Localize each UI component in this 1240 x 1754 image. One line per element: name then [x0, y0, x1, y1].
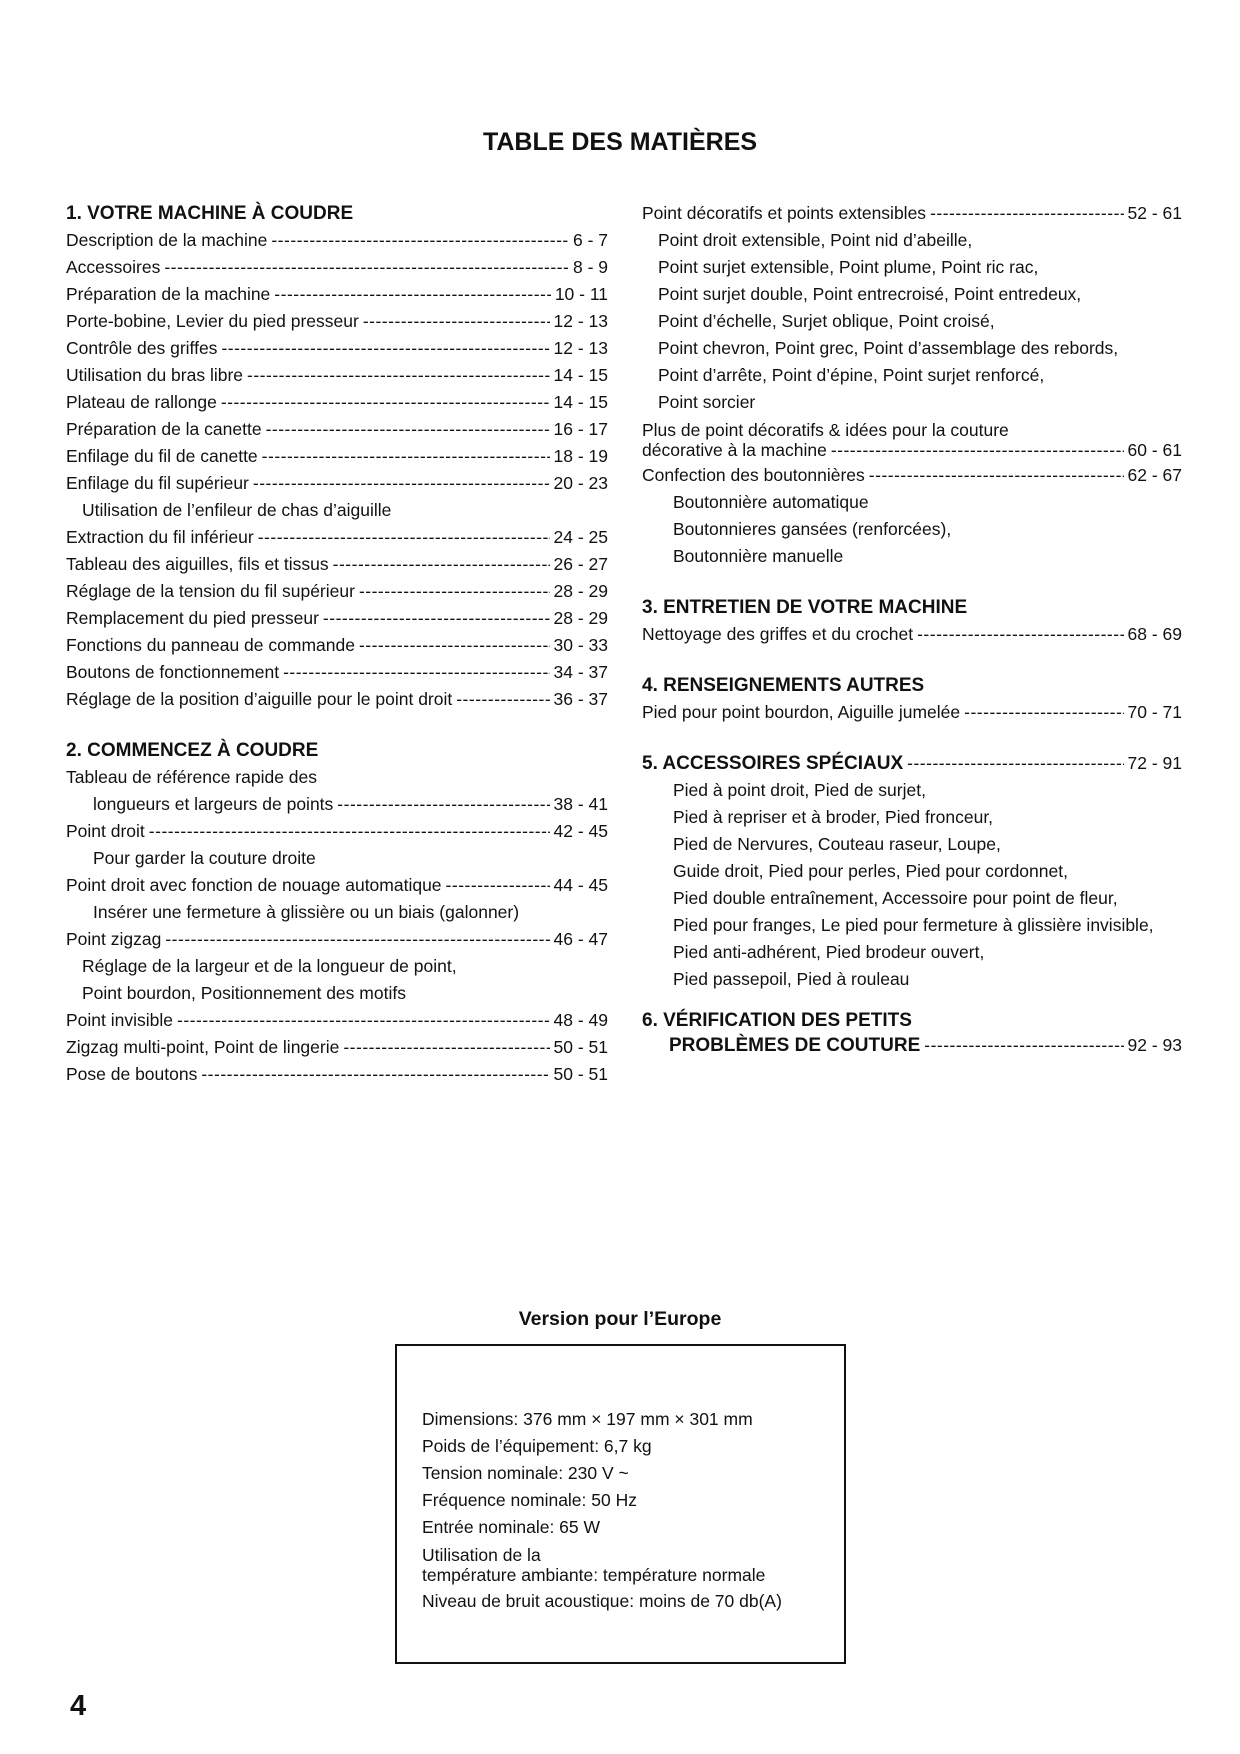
toc-entry [66, 551, 608, 578]
leader-dots [343, 1034, 549, 1061]
toc-entry-label: Préparation de la machine [66, 284, 271, 304]
leader-dots [258, 524, 550, 551]
toc-subentry: Réglage de la largeur et de la longueur de point, [82, 956, 457, 976]
toc-entry [66, 443, 608, 470]
toc-entry-pages: 30 - 33 [553, 635, 608, 655]
leader-dots [964, 699, 1123, 726]
leader-dots [359, 578, 550, 605]
toc-entry-pages: 92 - 93 [1127, 1035, 1182, 1055]
leader-dots [149, 818, 550, 845]
leader-dots [177, 1007, 550, 1034]
toc-entry-label: Enfilage du fil supérieur [66, 473, 249, 493]
leader-dots [247, 362, 549, 389]
section-commencez [66, 737, 608, 1088]
leader-dots [221, 335, 549, 362]
toc-subentry: Pied anti-adhérent, Pied brodeur ouvert, [673, 942, 985, 962]
toc-subentry: Pied passepoil, Pied à rouleau [673, 969, 910, 989]
toc-entry-pages: 14 - 15 [553, 392, 608, 412]
section-title: 6. VÉRIFICATION DES PETITS [642, 1010, 912, 1031]
leader-dots [446, 872, 550, 899]
toc-subentry: Point d’arrête, Point d’épine, Point surjet renforcé, [658, 365, 1045, 385]
toc-entry-label: Enfilage du fil de canette [66, 446, 258, 466]
leader-dots [359, 632, 550, 659]
page-title: TABLE DES MATIÈRES [482, 128, 758, 156]
section-title: 3. ENTRETIEN DE VOTRE MACHINE [642, 597, 968, 618]
toc-entry-pages: 20 - 23 [553, 473, 608, 493]
toc-entry-pages: 68 - 69 [1127, 624, 1182, 644]
spec-item-line: température ambiante: température normale [422, 1565, 766, 1585]
toc-entry-text: Plus de point décoratifs & idées pour la couture [642, 420, 1009, 440]
leader-dots [201, 1061, 549, 1088]
toc-entry [66, 686, 608, 713]
spec-item [422, 1541, 782, 1588]
toc-entry [66, 1034, 608, 1061]
spec-item: Tension nominale: 230 V ~ [422, 1463, 629, 1483]
toc-entry-pages: 72 - 91 [1127, 753, 1182, 773]
toc-entry-pages: 62 - 67 [1127, 465, 1182, 485]
toc-entry-pages: 10 - 11 [554, 284, 608, 304]
toc-entry-label: Accessoires [66, 257, 161, 277]
toc-entry-label: Tableau des aiguilles, fils et tissus [66, 554, 329, 574]
toc-entry [66, 335, 608, 362]
toc-entry [66, 872, 608, 899]
spec-item: Dimensions: 376 mm × 197 mm × 301 mm [422, 1409, 753, 1429]
toc-subentry: Boutonnière automatique [673, 492, 869, 512]
toc-subentry: Guide droit, Pied pour perles, Pied pour cordonnet, [673, 861, 1068, 881]
toc-entry-pages: 18 - 19 [553, 446, 608, 466]
toc-right-column [642, 200, 1182, 1057]
section-title: 1. VOTRE MACHINE À COUDRE [66, 203, 354, 224]
toc-entry [642, 750, 1182, 777]
toc-entry [66, 524, 608, 551]
toc-entry-label: Point droit [66, 821, 145, 841]
leader-dots [917, 621, 1123, 648]
toc-entry [66, 470, 608, 497]
toc-entry-label: Point droit avec fonction de nouage automatique [66, 875, 442, 895]
toc-entry-label: Remplacement du pied presseur [66, 608, 319, 628]
section-title: PROBLÈMES DE COUTURE [669, 1035, 921, 1056]
leader-dots [363, 308, 550, 335]
toc-subentry: Pied de Nervures, Couteau raseur, Loupe, [673, 834, 1001, 854]
toc-entry [642, 440, 1182, 460]
section-renseignements [642, 672, 1182, 726]
toc-entry-label: Confection des boutonnières [642, 465, 865, 485]
page-number: 4 [70, 1690, 87, 1722]
toc-subentry: Point surjet double, Point entrecroisé, Point entredeux, [658, 284, 1082, 304]
toc-entry-label: Plateau de rallonge [66, 392, 217, 412]
toc-subentry: Insérer une fermeture à glissière ou un biais (galonner) [93, 902, 520, 922]
toc-entry-label: Réglage de la tension du fil supérieur [66, 581, 355, 601]
toc-entry [66, 416, 608, 443]
toc-entry-pages: 50 - 51 [553, 1037, 608, 1057]
toc-entry-pages: 42 - 45 [553, 821, 608, 841]
toc-subentry: Pied pour franges, Le pied pour fermeture à glissière invisible, [673, 915, 1154, 935]
toc-entry-label: Pied pour point bourdon, Aiguille jumelée [642, 702, 961, 722]
spec-item: Entrée nominale: 65 W [422, 1517, 601, 1537]
toc-entry [66, 389, 608, 416]
toc-entry-pages: 60 - 61 [1127, 440, 1182, 460]
leader-dots [337, 791, 549, 818]
toc-subentry: Utilisation de l’enfileur de chas d’aiguille [82, 500, 392, 520]
toc-entry [66, 926, 608, 953]
toc-entry-label: Contrôle des griffes [66, 338, 218, 358]
toc-entry [642, 200, 1182, 227]
toc-subentry: Point droit extensible, Point nid d’abeille, [658, 230, 973, 250]
leader-dots [456, 686, 549, 713]
section-verification [642, 1009, 1182, 1057]
toc-entry-label: Extraction du fil inférieur [66, 527, 254, 547]
toc-entry-pages: 52 - 61 [1127, 203, 1182, 223]
toc-entry-label: Fonctions du panneau de commande [66, 635, 355, 655]
toc-entry-pages: 46 - 47 [553, 929, 608, 949]
leader-dots [266, 416, 550, 443]
toc-entry-pages: 6 - 7 [572, 230, 608, 250]
toc-entry-pages: 28 - 29 [553, 581, 608, 601]
section-title: 2. COMMENCEZ À COUDRE [66, 740, 319, 761]
toc-entry [66, 632, 608, 659]
toc-entry-label: décorative à la machine [642, 440, 827, 460]
leader-dots [907, 750, 1123, 777]
leader-dots [253, 470, 550, 497]
leader-dots [924, 1033, 1123, 1057]
toc-entry-pages: 38 - 41 [553, 794, 608, 814]
toc-entry [642, 1033, 1182, 1057]
toc-entry [66, 1007, 608, 1034]
toc-subentry: Pied à point droit, Pied de surjet, [673, 780, 926, 800]
spec-box [395, 1344, 846, 1664]
leader-dots [323, 605, 550, 632]
toc-entry-label: longueurs et largeurs de points [93, 794, 334, 814]
toc-entry-pages: 50 - 51 [553, 1064, 608, 1084]
toc-subentry: Point chevron, Point grec, Point d’assemblage des rebords, [658, 338, 1119, 358]
leader-dots [274, 281, 551, 308]
toc-entry-pages: 12 - 13 [553, 338, 608, 358]
toc-entry-pages: 12 - 13 [553, 311, 608, 331]
toc-subentry: Boutonnière manuelle [673, 546, 844, 566]
toc-entry-pages: 8 - 9 [572, 257, 608, 277]
toc-entry-pages: 28 - 29 [553, 608, 608, 628]
leader-dots [165, 926, 549, 953]
toc-entry-pages: 16 - 17 [553, 419, 608, 439]
section-votre-machine [66, 200, 608, 713]
toc-entry-label: Porte-bobine, Levier du pied presseur [66, 311, 359, 331]
spec-item: Fréquence nominale: 50 Hz [422, 1490, 637, 1510]
section-accessoires-speciaux [642, 750, 1182, 993]
leader-dots [930, 200, 1123, 227]
toc-subentry: Pied double entraînement, Accessoire pour point de fleur, [673, 888, 1118, 908]
leader-dots [271, 227, 569, 254]
version-title: Version pour l’Europe [518, 1308, 722, 1330]
spec-item: Poids de l’équipement: 6,7 kg [422, 1436, 652, 1456]
toc-entry [66, 791, 608, 818]
toc-entry-pages: 34 - 37 [553, 662, 608, 682]
leader-dots [831, 440, 1124, 460]
toc-entry-label: Pose de boutons [66, 1064, 198, 1084]
toc-entry [66, 605, 608, 632]
toc-entry-label: Point décoratifs et points extensibles [642, 203, 927, 223]
toc-entry [66, 578, 608, 605]
leader-dots [333, 551, 550, 578]
toc-entry [642, 621, 1182, 648]
toc-entry-pages: 70 - 71 [1127, 702, 1182, 722]
toc-entry [642, 699, 1182, 726]
spec-list [422, 1406, 782, 1615]
toc-entry [66, 227, 608, 254]
toc-entry-pages: 24 - 25 [553, 527, 608, 547]
toc-entry [66, 362, 608, 389]
leader-dots [164, 254, 569, 281]
leader-dots [869, 462, 1124, 489]
spec-item-line: Utilisation de la [422, 1545, 541, 1565]
toc-entry-label: Description de la machine [66, 230, 268, 250]
leader-dots [221, 389, 550, 416]
toc-subentry: Pour garder la couture droite [93, 848, 316, 868]
toc-entry-label: Nettoyage des griffes et du crochet [642, 624, 914, 644]
toc-entry-label: Point zigzag [66, 929, 162, 949]
toc-subentry: Point bourdon, Positionnement des motifs [82, 983, 406, 1003]
toc-entry [66, 308, 608, 335]
toc-subentry: Pied à repriser et à broder, Pied fronceur, [673, 807, 994, 827]
toc-subentry: Point d’échelle, Surjet oblique, Point croisé, [658, 311, 995, 331]
leader-dots [262, 443, 550, 470]
leader-dots [283, 659, 549, 686]
toc-subentry: Point sorcier [658, 392, 756, 412]
toc-subentry: Point surjet extensible, Point plume, Point ric rac, [658, 257, 1039, 277]
toc-entry [66, 281, 608, 308]
toc-entry-label: Préparation de la canette [66, 419, 262, 439]
toc-entry-pages: 26 - 27 [553, 554, 608, 574]
spec-item: Niveau de bruit acoustique: moins de 70 db(A) [422, 1591, 782, 1611]
toc-entry-label: Utilisation du bras libre [66, 365, 244, 385]
toc-left-column [66, 200, 608, 1088]
toc-subentry: Boutonnieres gansées (renforcées), [673, 519, 952, 539]
toc-entry-pages: 36 - 37 [553, 689, 608, 709]
section-title: 5. ACCESSOIRES SPÉCIAUX [642, 753, 904, 774]
toc-entry [66, 1061, 608, 1088]
section-title: 4. RENSEIGNEMENTS AUTRES [642, 675, 925, 696]
toc-entry [66, 659, 608, 686]
toc-entry-label: Zigzag multi-point, Point de lingerie [66, 1037, 340, 1057]
toc-entry [66, 254, 608, 281]
toc-entry [66, 818, 608, 845]
toc-entry-label: Point invisible [66, 1010, 173, 1030]
toc-entry-text: Tableau de référence rapide des [66, 767, 318, 787]
toc-entry-pages: 44 - 45 [553, 875, 608, 895]
toc-entry-label: Boutons de fonctionnement [66, 662, 280, 682]
toc-entry [642, 462, 1182, 489]
section-entretien [642, 594, 1182, 648]
toc-entry-pages: 14 - 15 [553, 365, 608, 385]
toc-entry-pages: 48 - 49 [553, 1010, 608, 1030]
toc-entry-label: Réglage de la position d’aiguille pour le point droit [66, 689, 453, 709]
